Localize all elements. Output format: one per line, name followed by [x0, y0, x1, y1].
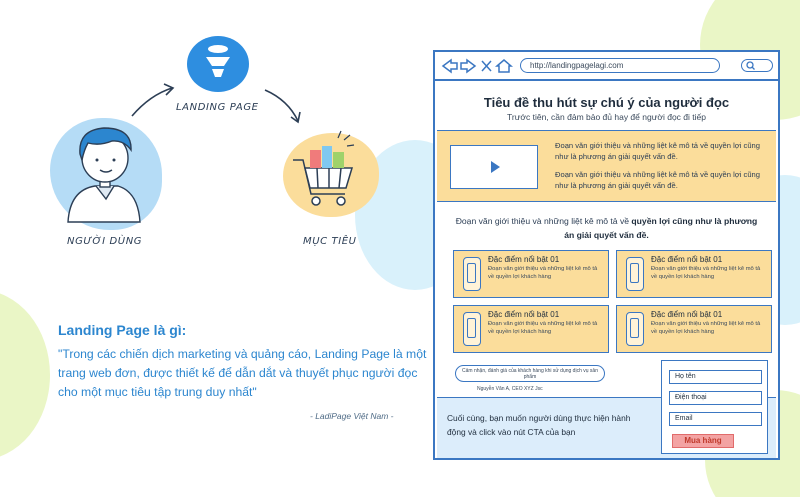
page-headline: Tiêu đề thu hút sự chú ý của người đọc	[483, 95, 730, 110]
browser-nav-icons	[441, 58, 517, 74]
feature-desc: Đoạn văn giới thiệu và những liệt kê mô tả về quyền lợi khách hàng	[488, 266, 598, 280]
order-form	[661, 360, 768, 454]
feature-card	[453, 250, 609, 298]
feature-title: Đặc điểm nổi bật 01	[651, 255, 723, 264]
close-icon	[482, 61, 491, 71]
phone-field[interactable]: Điện thoại	[669, 391, 762, 405]
intro-text: Đoạn văn giới thiệu và những liệt kê mô tả về	[455, 216, 630, 226]
phone-icon	[463, 312, 481, 346]
buy-button[interactable]: Mua hàng	[672, 434, 734, 448]
feature-title: Đặc điểm nổi bật 01	[488, 310, 560, 319]
definition-quote: "Trong các chiến dịch marketing và quảng cáo, Landing Page là một trang web đơn, được thiết kế để dẫn dắt và thuyết phục người đọc cho một mục tiêu tập trung duy nhất"	[58, 347, 427, 399]
testimonial-author: Nguyễn Văn A, CEO XYZ Jsc	[477, 386, 543, 392]
video-paragraph: Đoạn văn giới thiệu và những liệt kê mô tả về quyền lợi cũng như là phương án giải quyết vấn đề.	[555, 141, 761, 161]
address-bar[interactable]: http://landingpagelagi.com	[520, 58, 720, 73]
browser-toolbar	[435, 52, 778, 81]
email-field[interactable]: Email	[669, 412, 762, 426]
shopping-cart-icon	[293, 131, 354, 205]
testimonial-bubble: Cảm nhận, đánh giá của khách hàng khi sử dụng dịch vụ sản phẩm	[455, 365, 605, 382]
feature-card	[616, 250, 772, 298]
user-label: NGƯỜI DÙNG	[67, 236, 143, 247]
video-paragraph: Đoạn văn giới thiệu và những liệt kê mô tả về quyền lợi cũng như là phương án giải quyết vấn đề.	[555, 170, 761, 190]
phone-icon	[626, 312, 644, 346]
back-arrow-icon	[443, 60, 457, 72]
goal-label: MỤC TIÊU	[303, 236, 357, 247]
feature-card	[616, 305, 772, 353]
play-icon	[491, 161, 500, 173]
video-player[interactable]	[450, 145, 538, 189]
arrow-user-to-landing	[132, 88, 172, 116]
feature-title: Đặc điểm nổi bật 01	[488, 255, 560, 264]
page-subheadline: Trước tiên, cần đảm bảo đủ hay để người đọc đi tiếp	[507, 112, 706, 122]
feature-title: Đặc điểm nổi bật 01	[651, 310, 723, 319]
user-avatar-icon	[68, 128, 140, 222]
closing-text: Cuối cùng, bạn muốn người dùng thực hiện hành động và click vào nút CTA của bạn	[447, 413, 631, 437]
intro-bold-text: quyền lợi cũng như là phương án giải quyết vấn đề.	[564, 216, 758, 240]
feature-card	[453, 305, 609, 353]
search-icon	[746, 61, 755, 70]
feature-desc: Đoạn văn giới thiệu và những liệt kê mô tả về quyền lợi khách hàng	[651, 266, 761, 280]
funnel-icon	[187, 36, 249, 92]
browser-mockup	[433, 50, 780, 460]
video-section	[437, 130, 776, 202]
name-field[interactable]: Họ tên	[669, 370, 762, 384]
definition-author: - LadiPage Việt Nam -	[310, 411, 394, 421]
feature-desc: Đoạn văn giới thiệu và những liệt kê mô tả về quyền lợi khách hàng	[651, 321, 761, 335]
browser-search-field[interactable]	[741, 59, 773, 72]
feature-desc: Đoạn văn giới thiệu và những liệt kê mô tả về quyền lợi khách hàng	[488, 321, 598, 335]
features-grid	[437, 244, 776, 352]
phone-icon	[463, 257, 481, 291]
intro-paragraph	[455, 214, 758, 242]
arrow-landing-to-goal	[265, 90, 298, 121]
definition-title: Landing Page là gì:	[58, 322, 187, 338]
landing-page-label: LANDING PAGE	[176, 102, 259, 113]
home-icon	[497, 60, 511, 72]
phone-icon	[626, 257, 644, 291]
forward-arrow-icon	[461, 60, 475, 72]
